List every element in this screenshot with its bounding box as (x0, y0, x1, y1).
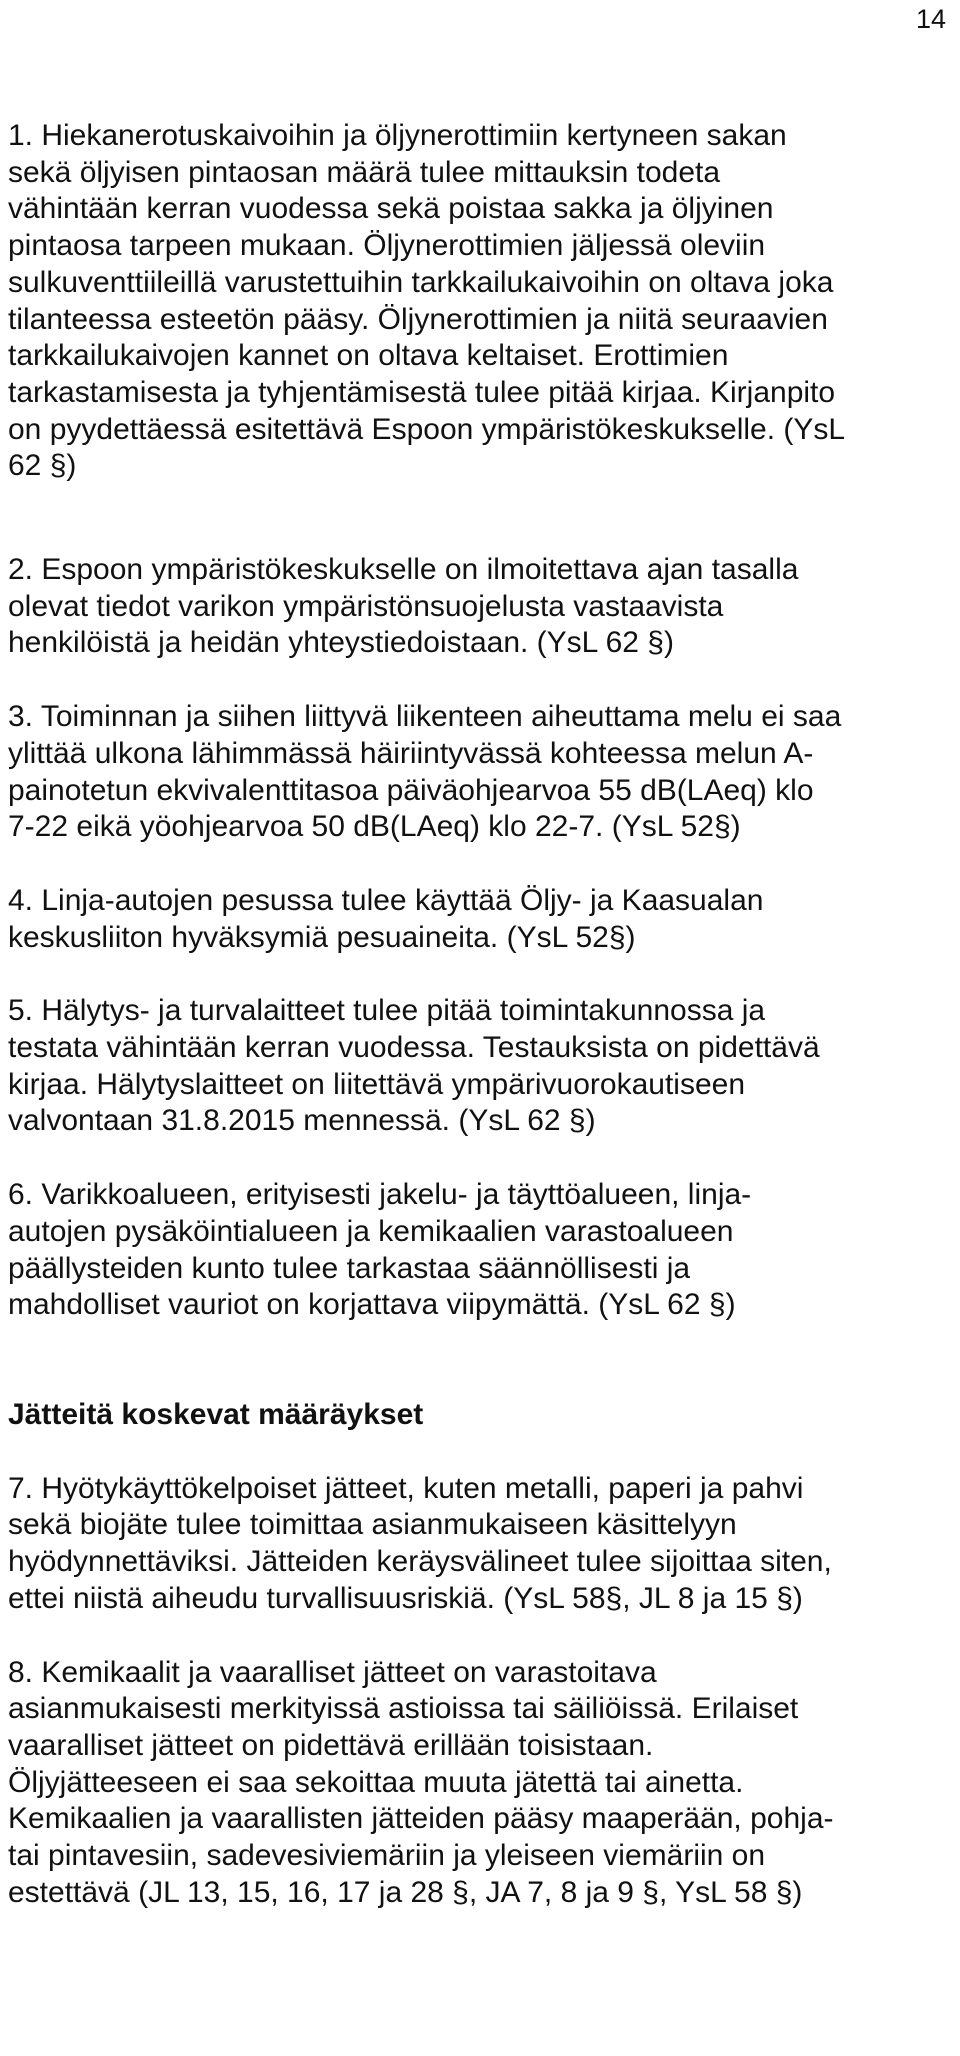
paragraph-1: 1. Hiekanerotuskaivoihin ja öljynerottimiin kertyneen sakan sekä öljyisen pintaosan määrä tulee mittauksin todeta vähintään kerran vuodessa sekä poistaa sakka ja öljyinen pintaosa tarpeen mukaan. Öljynerottimien jäljessä oleviin sulkuventtiileillä varustettuihin tarkkailukaivoihin on oltava joka tilanteessa esteetön pääsy. Öljynerottimien ja niitä seuraavien tarkkailukaivojen kannet on oltava keltaiset. Erottimien tarkastamisesta ja tyhjentämisestä tulee pitää kirjaa. Kirjanpito on pyydettäessä esitettävä Espoon ympäristökeskukselle. (YsL 62 §) (8, 119, 846, 483)
paragraph-2: 2. Espoon ympäristökeskukselle on ilmoitettava ajan tasalla olevat tiedot varikon ympäristönsuojelusta vastaavista henkilöistä ja heidän yhteystiedoistaan. (YsL 62 §) (8, 553, 799, 660)
paragraph-7: 7. Hyötykäyttökelpoiset jätteet, kuten metalli, paperi ja pahvi sekä biojäte tulee toimittaa asianmukaiseen käsittelyyn hyödynnettäviksi. Jätteiden keräysvälineet tulee sijoittaa siten, ettei niistä aiheudu turvallisuusriskiä. (YsL 58§, JL 8 ja 15 §) (8, 1471, 832, 1615)
paragraph-5: 5. Hälytys- ja turvalaitteet tulee pitää toimintakunnossa ja testata vähintään kerran vuodessa. Testauksista on pidettävä kirjaa. Hälytyslaitteet on liitettävä ympärivuorokautiseen valvontaan 31.8.2015 mennessä. (YsL 62 §) (8, 994, 820, 1138)
paragraph-4: 4. Linja-autojen pesussa tulee käyttää Öljy- ja Kaasualan keskusliiton hyväksymiä pesuaineita. (YsL 52§) (8, 883, 764, 954)
paragraph-8: 8. Kemikaalit ja vaaralliset jätteet on varastoitava asianmukaisesti merkityissä astioissa tai säiliöissä. Erilaiset vaaralliset jätteet on pidettävä erillään toisistaan. Öljyjätteeseen ei saa sekoittaa muuta jätettä tai ainetta. Kemikaalien ja vaarallisten jätteiden pääsy maaperään, pohja- tai pintavesiin, sadevesiviemäriin ja yleiseen viemäriin on estettävä (JL 13, 15, 16, 17 ja 28 §, JA 7, 8 ja 9 §, YsL 58 §) (8, 1655, 834, 1909)
paragraph-6: 6. Varikkoalueen, erityisesti jakelu- ja täyttöalueen, linja- autojen pysäköintialueen ja kemikaalien varastoalueen päällysteiden kunto tulee tarkastaa säännöllisesti ja mahdolliset vauriot on korjattava viipymättä. (YsL 62 §) (8, 1178, 752, 1322)
section-heading: Jätteitä koskevat määräykset (8, 1397, 424, 1431)
page-number: 14 (915, 4, 946, 34)
paragraph-3: 3. Toiminnan ja siihen liittyvä liikenteen aiheuttama melu ei saa ylittää ulkona lähimmässä häiriintyvässä kohteessa melun A- painotetun ekvivalenttitasoa päiväohjearvoa 55 dB(LAeq) klo 7-22 eikä yöohjearvoa 50 dB(LAeq) klo 22-7. (YsL 52§) (8, 700, 842, 844)
document-body (8, 118, 948, 1911)
